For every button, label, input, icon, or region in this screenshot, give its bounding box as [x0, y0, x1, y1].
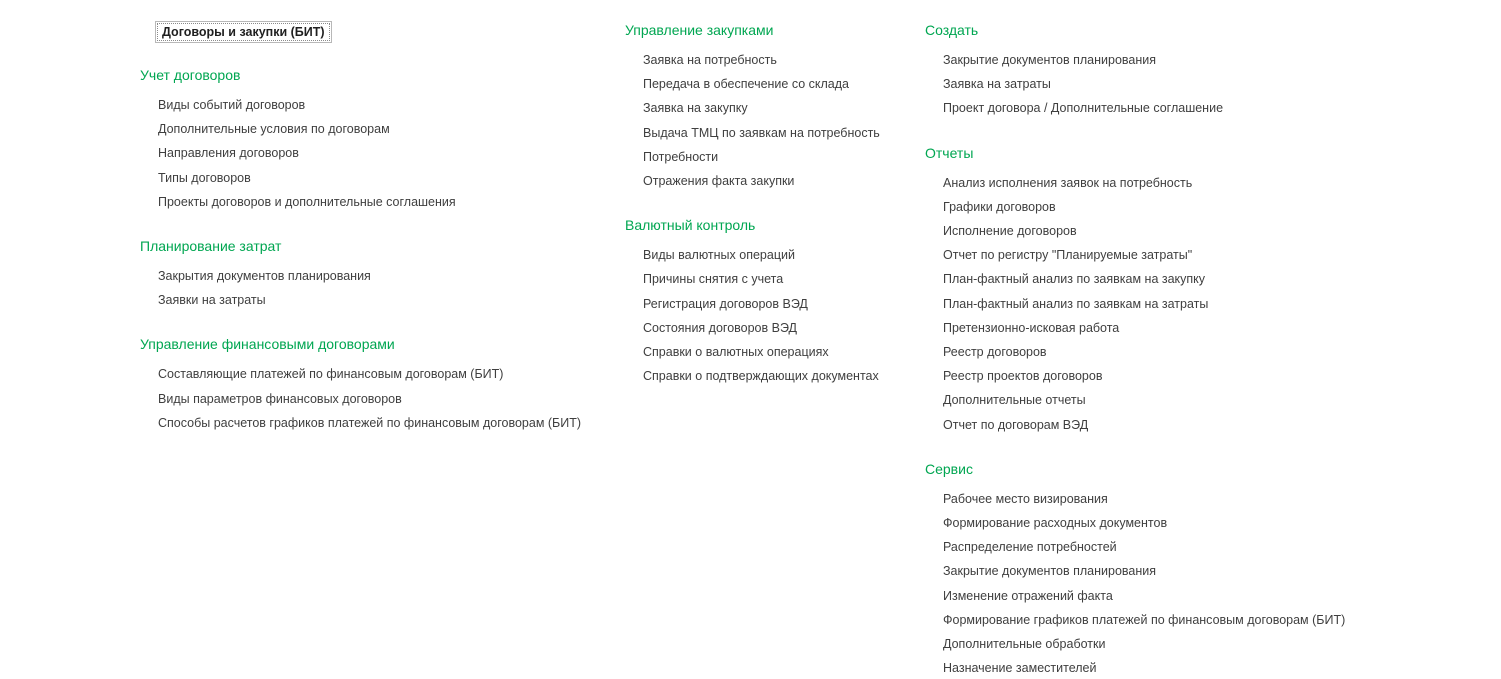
menu-section [625, 217, 925, 388]
menu-item-link[interactable]: Проекты договоров и дополнительные соглашения [158, 194, 456, 209]
section-heading: Планирование затрат [140, 238, 282, 255]
menu-item-link[interactable]: Отчет по договорам ВЭД [943, 417, 1089, 432]
menu-item-link[interactable]: Формирование графиков платежей по финансовым договорам (БИТ) [943, 612, 1346, 627]
menu-section [925, 145, 1501, 437]
menu-item-link[interactable]: Отчет по регистру "Планируемые затраты" [943, 248, 1193, 263]
menu-item-link[interactable]: Причины снятия с учета [643, 272, 784, 287]
menu-item-link[interactable]: Потребности [643, 149, 719, 164]
menu-item-link[interactable]: Закрытие документов планирования [943, 53, 1157, 67]
menu-item-link[interactable]: Направления договоров [158, 146, 299, 161]
menu-item-link[interactable]: Заявка на потребность [643, 53, 777, 67]
menu-item-link[interactable]: Виды параметров финансовых договоров [158, 391, 402, 406]
root-menu-title[interactable]: Договоры и закупки (БИТ) [155, 21, 332, 43]
menu-item-link[interactable]: Способы расчетов графиков платежей по финансовым договорам (БИТ) [158, 415, 582, 430]
menu-item-link[interactable]: Распределение потребностей [943, 540, 1117, 555]
menu-item-link[interactable]: Передача в обеспечение со склада [643, 77, 850, 92]
menu-item-link[interactable]: Регистрация договоров ВЭД [643, 296, 808, 311]
menu-item-link[interactable]: Исполнение договоров [943, 224, 1077, 239]
menu-item-link[interactable]: Реестр договоров [943, 345, 1047, 360]
menu-item-link[interactable]: Справки о валютных операциях [643, 345, 829, 360]
menu-section [925, 22, 1501, 121]
menu-item-link[interactable]: План-фактный анализ по заявкам на затраты [943, 296, 1209, 311]
menu-item-link[interactable]: Дополнительные отчеты [943, 393, 1086, 408]
menu-item-link[interactable]: План-фактный анализ по заявкам на закупку [943, 272, 1206, 287]
section-heading: Учет договоров [140, 67, 241, 83]
menu-item-link[interactable]: Анализ исполнения заявок на потребность [943, 175, 1193, 190]
section-heading: Отчеты [925, 144, 974, 161]
section-heading: Создать [925, 22, 979, 38]
menu-item-link[interactable]: Назначение заместителей [943, 661, 1097, 676]
menu-item-link[interactable]: Заявка на затраты [943, 77, 1051, 92]
menu-item-link[interactable]: Реестр проектов договоров [943, 369, 1103, 384]
section-heading: Валютный контроль [625, 217, 756, 234]
menu-section [925, 461, 1501, 679]
menu-item-link[interactable]: Дополнительные условия по договорам [158, 122, 390, 137]
menu-column-2 [625, 0, 925, 388]
section-heading: Управление закупками [625, 22, 774, 38]
menu-section [140, 336, 632, 435]
menu-item-link[interactable]: Виды событий договоров [158, 98, 306, 112]
menu-item-link[interactable]: Заявки на затраты [158, 293, 266, 308]
menu-column-1 [140, 0, 632, 435]
menu-item-link[interactable]: Проект договора / Дополнительные соглашение [943, 101, 1224, 116]
menu-item-link[interactable]: Закрытие документов планирования [943, 564, 1157, 579]
menu-item-link[interactable]: Типы договоров [158, 170, 251, 185]
menu-item-link[interactable]: Отражения факта закупки [643, 174, 795, 189]
menu-section [140, 238, 632, 312]
menu-item-link[interactable]: Закрытия документов планирования [158, 269, 371, 284]
menu-item-link[interactable]: Изменение отражений факта [943, 588, 1113, 603]
menu-item-link[interactable]: Рабочее место визирования [943, 491, 1108, 506]
section-heading: Сервис [925, 460, 973, 477]
menu-item-link[interactable]: Заявка на закупку [643, 101, 748, 116]
menu-item-link[interactable]: Виды валютных операций [643, 248, 795, 263]
menu-column-3 [925, 0, 1501, 679]
menu-item-link[interactable]: Справки о подтверждающих документах [643, 369, 879, 384]
menu-section [140, 67, 632, 214]
menu-item-link[interactable]: Претензионно-исковая работа [943, 320, 1120, 335]
menu-section [625, 22, 925, 193]
menu-item-link[interactable]: Формирование расходных документов [943, 516, 1168, 531]
menu-item-link[interactable]: Составляющие платежей по финансовым договорам (БИТ) [158, 367, 504, 382]
section-heading: Управление финансовыми договорами [140, 336, 395, 353]
menu-item-link[interactable]: Выдача ТМЦ по заявкам на потребность [643, 125, 880, 140]
menu-item-link[interactable]: Графики договоров [943, 199, 1056, 214]
menu-item-link[interactable]: Дополнительные обработки [943, 637, 1106, 652]
menu-item-link[interactable]: Состояния договоров ВЭД [643, 320, 797, 335]
